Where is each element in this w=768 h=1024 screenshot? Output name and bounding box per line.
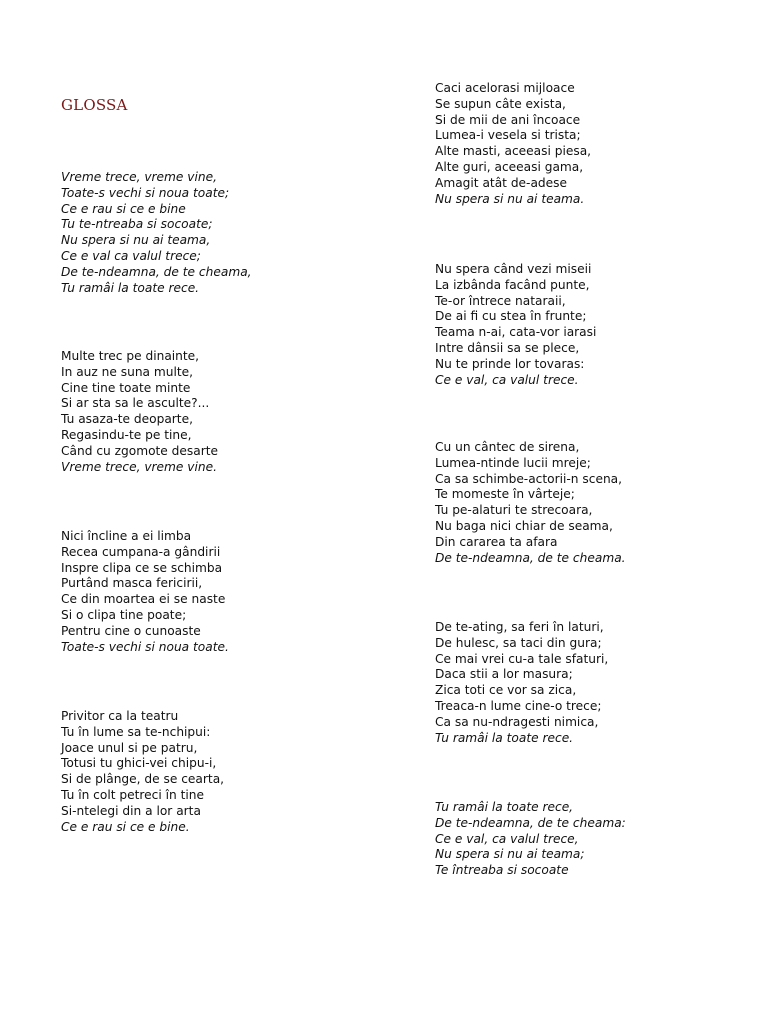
verse-line: Din cararea ta afara bbox=[435, 534, 558, 549]
verse-line: Nu te prinde lor tovaras: bbox=[435, 356, 585, 371]
verse-line: De te-ndeamna, de te cheama: bbox=[435, 815, 626, 830]
verse-line: Cine tine toate minte bbox=[61, 380, 191, 395]
verse-line: Lumea-ntinde lucii mreje; bbox=[435, 455, 591, 470]
verse-line: Ce e val ca valul trece; bbox=[61, 248, 201, 263]
stanza bbox=[61, 349, 218, 475]
stanza bbox=[435, 620, 608, 746]
verse-line: Lumea-i vesela si trista; bbox=[435, 128, 581, 143]
verse-line: Joace unul si pe patru, bbox=[61, 740, 198, 755]
verse-line: Purtând masca fericirii, bbox=[61, 576, 203, 591]
stanza bbox=[61, 529, 229, 655]
verse-line: Regasindu-te pe tine, bbox=[61, 427, 192, 442]
verse-line: Ce e val, ca valul trece. bbox=[435, 372, 579, 387]
verse-line: Tu te-ntreaba si socoate; bbox=[61, 217, 213, 232]
poem-title: GLOSSA bbox=[61, 96, 128, 114]
verse-line: Si de mii de ani încoace bbox=[435, 112, 581, 127]
stanza bbox=[435, 440, 626, 566]
verse-line: Zica toti ce vor sa zica, bbox=[435, 683, 577, 698]
verse-line: Când cu zgomote desarte bbox=[61, 443, 219, 458]
stanza bbox=[435, 262, 596, 388]
verse-line: Ca sa nu-ndragesti nimica, bbox=[435, 714, 599, 729]
verse-line: Ce e val, ca valul trece, bbox=[435, 831, 579, 846]
verse-line: Nici încline a ei limba bbox=[61, 529, 192, 543]
verse-line: Recea cumpana-a gândirii bbox=[61, 544, 221, 559]
verse-line: Tu în colt petreci în tine bbox=[61, 787, 204, 802]
stanza bbox=[435, 800, 626, 879]
verse-line: Intre dânsii sa se plece, bbox=[435, 340, 580, 355]
verse-line: Ce e rau si ce e bine bbox=[61, 201, 186, 216]
verse-line: Alte guri, aceeasi gama, bbox=[435, 159, 584, 174]
verse-line: Treaca-n lume cine-o trece; bbox=[435, 698, 602, 713]
verse-line: Te-or întrece nataraii, bbox=[435, 293, 566, 308]
verse-line: Tu ramâi la toate rece. bbox=[61, 280, 200, 295]
verse-line: Nu spera si nu ai teama; bbox=[435, 847, 585, 862]
verse-line: Vreme trece, vreme vine. bbox=[61, 459, 217, 474]
verse-line: Multe trec pe dinainte, bbox=[61, 349, 200, 363]
verse-line: Si o clipa tine poate; bbox=[61, 607, 187, 622]
verse-line: Toate-s vechi si noua toate; bbox=[61, 185, 230, 200]
verse-line: De te-ndeamna, de te cheama. bbox=[435, 550, 626, 565]
verse-line: Inspre clipa ce se schimba bbox=[61, 560, 223, 575]
stanza bbox=[61, 170, 252, 296]
verse-line: Ca sa schimbe-actorii-n scena, bbox=[435, 471, 623, 486]
verse-line: Nu spera si nu ai teama, bbox=[61, 233, 211, 248]
verse-line: Ce mai vrei cu-a tale sfaturi, bbox=[435, 651, 609, 666]
verse-line: Teama n-ai, cata-vor iarasi bbox=[435, 325, 597, 340]
stanza bbox=[435, 81, 591, 207]
stanza bbox=[61, 709, 224, 835]
verse-line: De ai fi cu stea în frunte; bbox=[435, 309, 587, 324]
verse-line: De hulesc, sa taci din gura; bbox=[435, 635, 602, 650]
verse-line: De te-ndeamna, de te cheama, bbox=[61, 264, 252, 279]
verse-line: Si-ntelegi din a lor arta bbox=[61, 803, 201, 818]
verse-line: Tu ramâi la toate rece. bbox=[435, 730, 574, 745]
verse-line: Tu asaza-te deoparte, bbox=[61, 412, 193, 427]
verse-line: Te momeste în vârteje; bbox=[435, 487, 575, 502]
verse-line: In auz ne suna multe, bbox=[61, 364, 194, 379]
verse-line: Vreme trece, vreme vine, bbox=[61, 170, 217, 184]
verse-line: Privitor ca la teatru bbox=[61, 709, 179, 723]
verse-line: Amagit atât de-adese bbox=[435, 175, 568, 190]
verse-line: Totusi tu ghici-vei chipu-i, bbox=[61, 756, 217, 771]
verse-line: Nu baga nici chiar de seama, bbox=[435, 518, 613, 533]
verse-line: Pentru cine o cunoaste bbox=[61, 623, 201, 638]
verse-line: Si de plânge, de se cearta, bbox=[61, 772, 225, 787]
verse-line: Cu un cântec de sirena, bbox=[435, 440, 580, 454]
verse-line: Tu în lume sa te-nchipui: bbox=[61, 724, 211, 739]
verse-line: Te întreaba si socoate bbox=[435, 863, 569, 878]
verse-line: Tu ramâi la toate rece, bbox=[435, 800, 574, 814]
verse-line: Nu spera si nu ai teama. bbox=[435, 191, 585, 206]
verse-line: Alte masti, aceeasi piesa, bbox=[435, 144, 592, 159]
verse-line: Tu pe-alaturi te strecoara, bbox=[435, 503, 593, 518]
verse-line: Nu spera când vezi miseii bbox=[435, 262, 592, 276]
verse-line: La izbânda facând punte, bbox=[435, 277, 590, 292]
verse-line: Ce din moartea ei se naste bbox=[61, 592, 226, 607]
verse-line: De te-ating, sa feri în laturi, bbox=[435, 620, 604, 634]
verse-line: Se supun câte exista, bbox=[435, 96, 566, 111]
verse-line: Si ar sta sa le asculte?... bbox=[61, 396, 210, 411]
verse-line: Toate-s vechi si noua toate. bbox=[61, 639, 229, 654]
verse-line: Daca stii a lor masura; bbox=[435, 667, 573, 682]
verse-line: Ce e rau si ce e bine. bbox=[61, 819, 190, 834]
verse-line: Caci acelorasi mijloace bbox=[435, 81, 575, 95]
